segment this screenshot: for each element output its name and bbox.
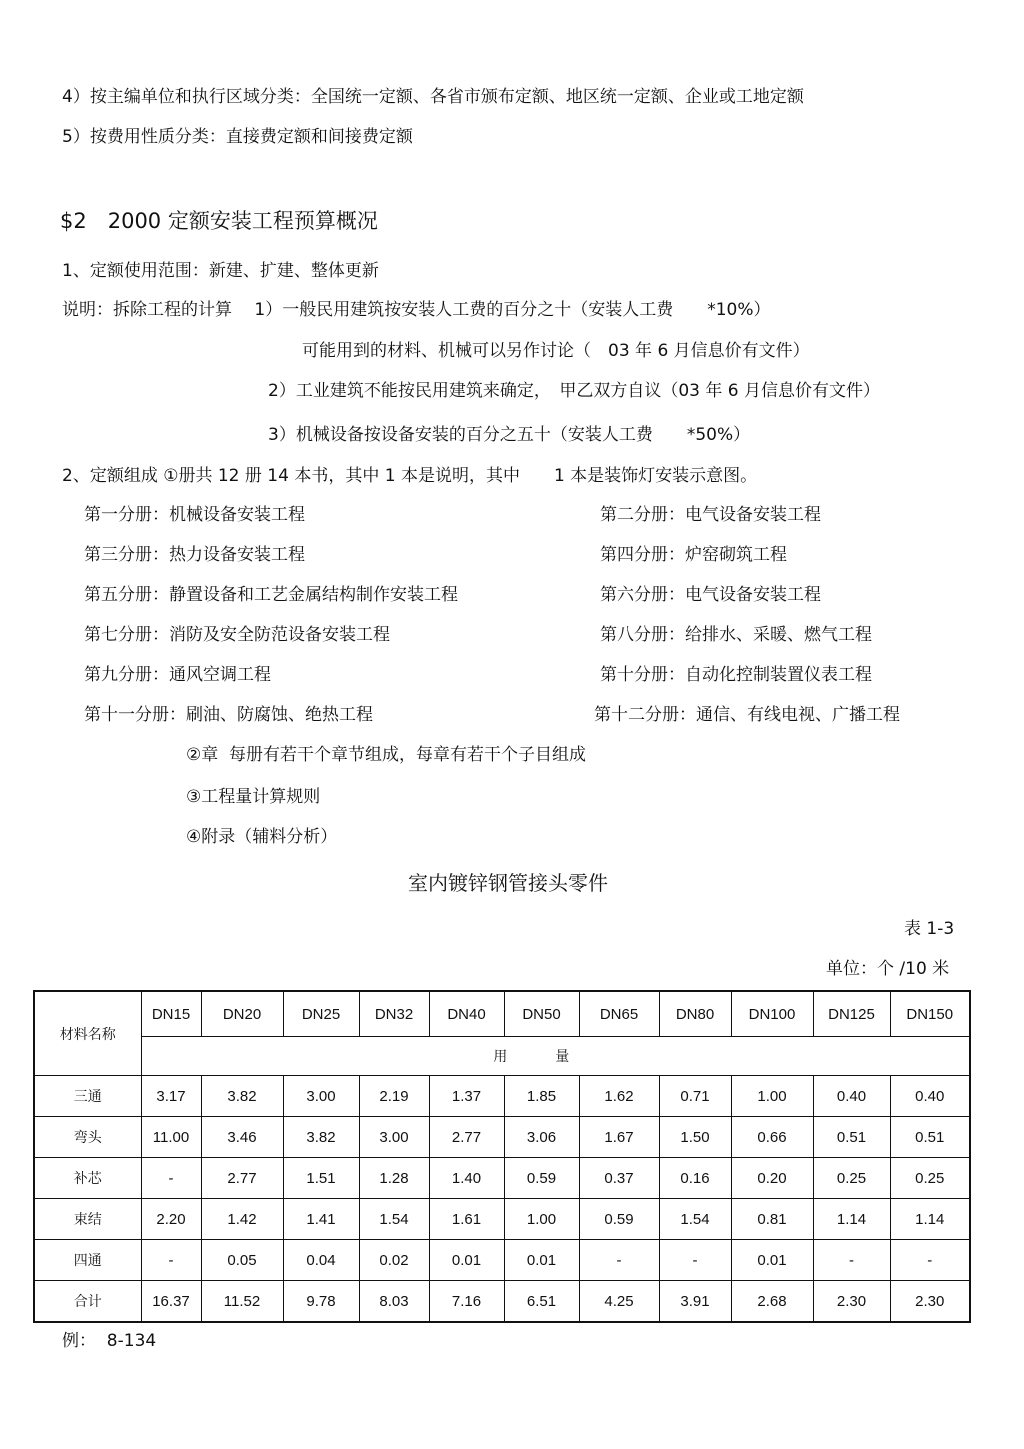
table-cell: 1.54 [659,1199,731,1240]
table-unit: 单位：个 /10 米 [826,959,950,979]
table-cell: 3.82 [283,1117,359,1158]
table-cell: 0.51 [813,1117,890,1158]
size-header: DN25 [283,991,359,1037]
table-cell: 0.40 [813,1076,890,1117]
table-cell: - [813,1240,890,1281]
table-cell: - [579,1240,659,1281]
table-cell: 1.62 [579,1076,659,1117]
table-cell: 1.61 [429,1199,504,1240]
table-cell: 2.30 [813,1281,890,1323]
table-cell: 0.71 [659,1076,731,1117]
table-cell: - [890,1240,970,1281]
material-name: 合计 [34,1281,141,1323]
volume-left-5: 第九分册：通风空调工程 [84,665,271,685]
size-header: DN50 [504,991,579,1037]
table-cell: 9.78 [283,1281,359,1323]
table-cell: 3.82 [201,1076,283,1117]
table-cell: 0.02 [359,1240,429,1281]
volume-right-5: 第十分册：自动化控制装置仪表工程 [600,665,872,685]
table-cell: 1.28 [359,1158,429,1199]
table-header-row [34,991,970,1037]
example-line: 例： 8-134 [62,1331,157,1351]
table-cell: 0.25 [890,1158,970,1199]
table-cell: - [141,1240,201,1281]
table-cell: 3.17 [141,1076,201,1117]
size-header: DN100 [731,991,813,1037]
material-name: 补芯 [34,1158,141,1199]
table-cell: 11.52 [201,1281,283,1323]
volume-left-3: 第五分册：静置设备和工艺金属结构制作安装工程 [84,585,458,605]
table-cell: 11.00 [141,1117,201,1158]
table-cell: 0.66 [731,1117,813,1158]
size-header: DN150 [890,991,970,1037]
table-row [34,1117,970,1158]
volume-left-2: 第三分册：热力设备安装工程 [84,545,305,565]
item-chapters: ②章 每册有若干个章节组成，每章有若干个子目组成 [186,745,587,765]
table-cell: 1.50 [659,1117,731,1158]
table-cell: 2.68 [731,1281,813,1323]
table-cell: 1.00 [731,1076,813,1117]
table-cell: 1.14 [813,1199,890,1240]
table-cell: 3.00 [359,1117,429,1158]
note-line-2: 2）工业建筑不能按民用建筑来确定， 甲乙双方自议（03 年 6 月信息价有文件） [268,381,880,401]
table-cell: 0.01 [731,1240,813,1281]
table-cell: 0.59 [504,1158,579,1199]
table-cell: 1.85 [504,1076,579,1117]
table-cell: 0.40 [890,1076,970,1117]
material-name: 四通 [34,1240,141,1281]
table-cell: 3.00 [283,1076,359,1117]
table-cell: 2.30 [890,1281,970,1323]
table-cell: 0.81 [731,1199,813,1240]
table-cell: 0.01 [504,1240,579,1281]
table-cell: 1.54 [359,1199,429,1240]
table-cell: 0.25 [813,1158,890,1199]
table-cell: 1.51 [283,1158,359,1199]
material-name: 三通 [34,1076,141,1117]
table-row-total [34,1281,970,1323]
table-number: 表 1-3 [904,919,955,939]
section-heading: $2 2000 定额安装工程预算概况 [60,209,378,233]
table-cell: 1.00 [504,1199,579,1240]
table-cell: 3.91 [659,1281,731,1323]
table-cell: - [141,1158,201,1199]
table-cell: 0.16 [659,1158,731,1199]
material-name-header: 材料名称 [34,991,141,1076]
volume-left-6: 第十一分册：刷油、防腐蚀、绝热工程 [84,705,373,725]
size-header: DN20 [201,991,283,1037]
material-name: 束结 [34,1199,141,1240]
table-cell: 0.59 [579,1199,659,1240]
volume-right-6: 第十二分册：通信、有线电视、广播工程 [594,705,900,725]
table-cell: 2.77 [429,1117,504,1158]
size-header: DN32 [359,991,429,1037]
item-appendix: ④附录（辅料分析） [186,827,338,847]
size-header: DN15 [141,991,201,1037]
volume-right-1: 第二分册：电气设备安装工程 [600,505,821,525]
table-cell: 1.42 [201,1199,283,1240]
volume-left-4: 第七分册：消防及安全防范设备安装工程 [84,625,390,645]
scope-line: 1、定额使用范围：新建、扩建、整体更新 [62,261,379,281]
note-line-3: 3）机械设备按设备安装的百分之五十（安装人工费 *50%） [268,425,751,445]
item-rules: ③工程量计算规则 [186,787,321,807]
volume-right-4: 第八分册：给排水、采暖、燃气工程 [600,625,872,645]
volume-left-1: 第一分册：机械设备安装工程 [84,505,305,525]
table-cell: 0.51 [890,1117,970,1158]
table-cell: 3.46 [201,1117,283,1158]
table-row [34,1199,970,1240]
table-row [34,1076,970,1117]
table-cell: 6.51 [504,1281,579,1323]
size-header: DN80 [659,991,731,1037]
size-header: DN125 [813,991,890,1037]
note-line-1b: 可能用到的材料、机械可以另作讨论（ 03 年 6 月信息价有文件） [302,341,810,361]
table-cell: 1.37 [429,1076,504,1117]
table-cell: 3.06 [504,1117,579,1158]
material-name: 弯头 [34,1117,141,1158]
note-line-1: 说明：拆除工程的计算 1）一般民用建筑按安装人工费的百分之十（安装人工费 *10%） [62,300,771,320]
table-cell: 0.01 [429,1240,504,1281]
volume-right-2: 第四分册：炉窑砌筑工程 [600,545,787,565]
size-header: DN40 [429,991,504,1037]
table-cell: 4.25 [579,1281,659,1323]
table-cell: 1.41 [283,1199,359,1240]
text-line-5: 5）按费用性质分类：直接费定额和间接费定额 [62,127,413,147]
table-cell: 0.37 [579,1158,659,1199]
table-cell: 8.03 [359,1281,429,1323]
table-cell: 2.20 [141,1199,201,1240]
volume-right-3: 第六分册：电气设备安装工程 [600,585,821,605]
table-cell: 1.14 [890,1199,970,1240]
fittings-table [33,990,971,1323]
table-cell: - [659,1240,731,1281]
usage-row [34,1037,970,1076]
table-cell: 1.40 [429,1158,504,1199]
table-cell: 2.19 [359,1076,429,1117]
size-header: DN65 [579,991,659,1037]
table-cell: 0.04 [283,1240,359,1281]
table-cell: 0.05 [201,1240,283,1281]
table-cell: 7.16 [429,1281,504,1323]
table-cell: 0.20 [731,1158,813,1199]
composition-line: 2、定额组成 ①册共 12 册 14 本书，其中 1 本是说明，其中 1 本是装饰灯安装示意图。 [62,466,758,486]
table-row [34,1240,970,1281]
table-cell: 2.77 [201,1158,283,1199]
table-cell: 16.37 [141,1281,201,1323]
text-line-4: 4）按主编单位和执行区域分类：全国统一定额、各省市颁布定额、地区统一定额、企业或工地定额 [62,87,804,107]
table-title: 室内镀锌钢管接头零件 [408,871,608,895]
usage-label: 用量 [141,1037,970,1076]
table-row [34,1158,970,1199]
table-cell: 1.67 [579,1117,659,1158]
